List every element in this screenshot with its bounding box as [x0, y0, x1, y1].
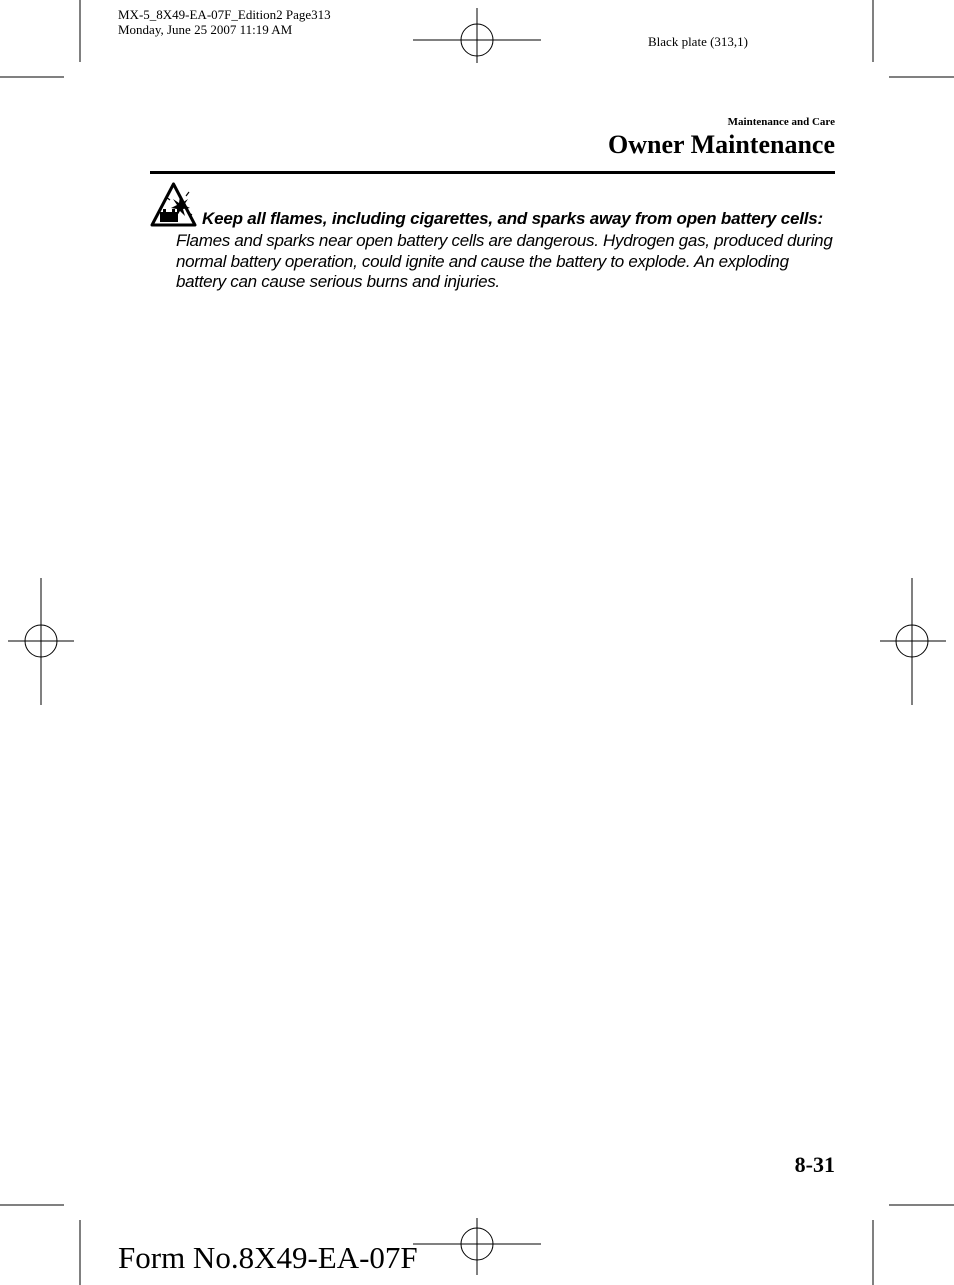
- page-title: Owner Maintenance: [608, 130, 835, 159]
- plate-label: Black plate (313,1): [648, 34, 748, 49]
- explosion-warning-icon: [150, 182, 197, 228]
- print-info-file: MX-5_8X49-EA-07F_Edition2 Page313: [118, 7, 331, 22]
- section-name: Maintenance and Care: [727, 116, 835, 128]
- form-number: Form No.8X49-EA-07F: [118, 1240, 418, 1275]
- print-info-date: Monday, June 25 2007 11:19 AM: [118, 22, 293, 37]
- print-info: [118, 7, 331, 37]
- title-rule: [150, 171, 835, 174]
- page-number: 8-31: [794, 1152, 835, 1177]
- warning-heading: Keep all flames, including cigarettes, and sparks away from open battery cells:: [202, 209, 823, 228]
- warning-body: Flames and sparks near open battery cells are dangerous. Hydrogen gas, produced during normal battery operation, could ignite and cause the battery to explode. An exploding battery can cause serious burns and injuries.: [176, 231, 833, 291]
